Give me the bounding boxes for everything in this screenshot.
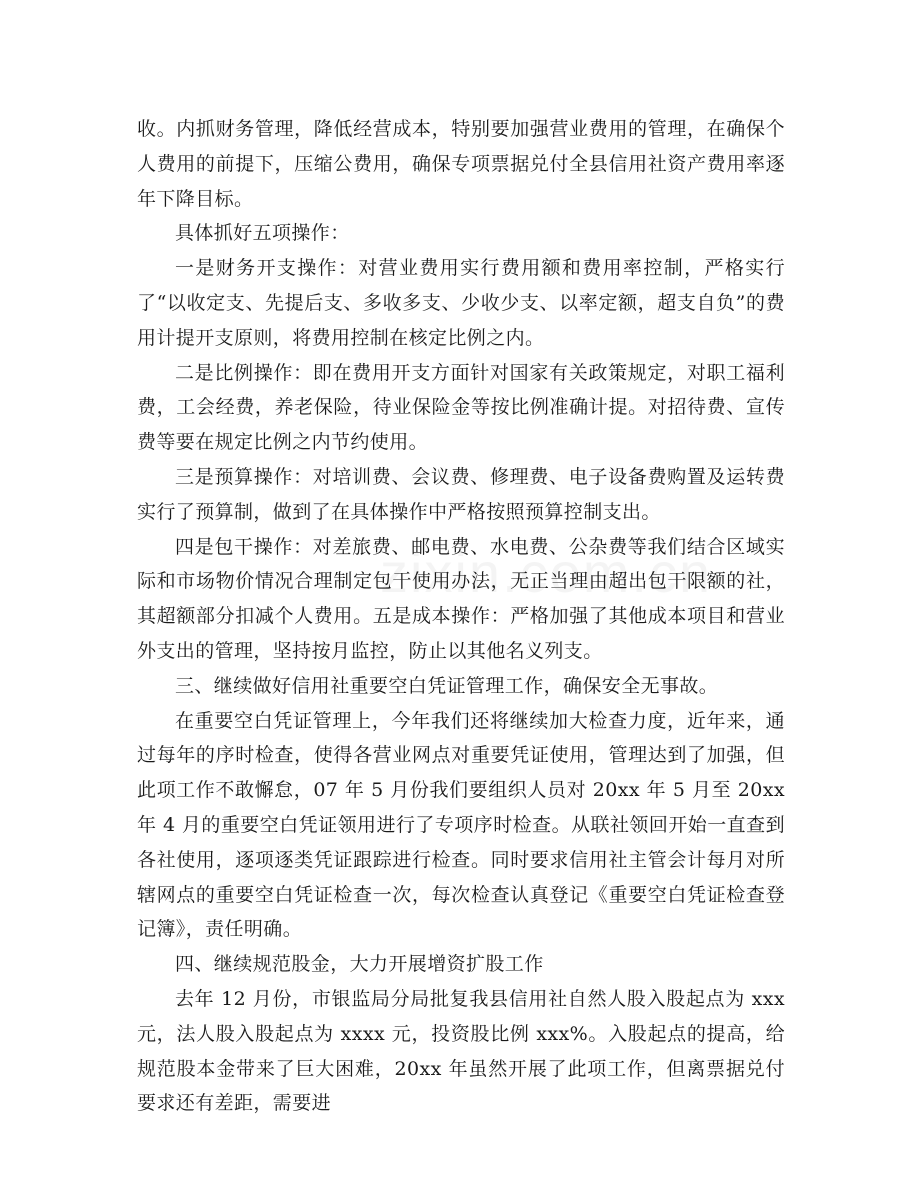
paragraph-4: 二是比例操作：即在费用开支方面针对国家有关政策规定，对职工福利费，工会经费，养老保险，待业保险金等按比例准确计提。对招待费、宣传费等要在规定比例之内节约使用。: [137, 361, 785, 454]
paragraph-8: 在重要空白凭证管理上，今年我们还将继续加大检查力度，近年来，通过每年的序时检查，使得各营业网点对重要凭证使用，管理达到了加强，但此项工作不敢懈怠，07 年 5 月份我们要组织人员对 20xx 年 5 月至 20xx 年 4 月的重要空白凭证领用进行了专项序时检查。从联社领回开始一直查到各社使用，逐项逐类凭证跟踪进行检查。同时要求信用社主管会计每月对所辖网点的重要空白凭证检查一次，每次检查认真登记《重要空白凭证检查登记簿》，责任明确。: [137, 709, 785, 941]
document-body: [137, 112, 785, 1121]
paragraph-1: 收。内抓财务管理，降低经营成本，特别要加强营业费用的管理，在确保个人费用的前提下，压缩公费用，确保专项票据兑付全县信用社资产费用率逐年下降目标。: [137, 118, 785, 210]
paragraph-3: 一是财务开支操作：对营业费用实行费用额和费用率控制，严格实行了“以收定支、先提后支、多收多支、少收少支、以率定额，超支自负”的费用计提开支原则，将费用控制在核定比例之内。: [137, 257, 785, 349]
paragraph-6: 四是包干操作：对差旅费、邮电费、水电费、公杂费等我们结合区域实际和市场物价情况合理制定包干使用办法，无正当理由超出包干限额的社，其超额部分扣减个人费用。五是成本操作：严格加强了其他成本项目和营业外支出的管理，坚持按月监控，防止以其他名义列支。: [137, 535, 785, 662]
section-heading-3: 三、继续做好信用社重要空白凭证管理工作，确保安全无事故。: [175, 674, 719, 697]
watermark: [380, 540, 712, 605]
paragraph-5: 三是预算操作：对培训费、会议费、修理费、电子设备费购置及运转费实行了预算制，做到了在具体操作中严格按照预算控制支出。: [137, 465, 785, 523]
section-heading-4: 四、继续规范股金，大力开展增资扩股工作: [175, 953, 544, 976]
paragraph-2: 具体抓好五项操作：: [175, 222, 350, 245]
paragraph-10: 去年 12 月份，市银监局分局批复我县信用社自然人股入股起点为 xxx 元，法人股入股起点为 xxxx 元，投资股比例 xxx%。入股起点的提高，给规范股本金带来了巨大困难，20xx 年虽然开展了此项工作，但离票据兑付要求还有差距，需要进: [137, 987, 785, 1115]
